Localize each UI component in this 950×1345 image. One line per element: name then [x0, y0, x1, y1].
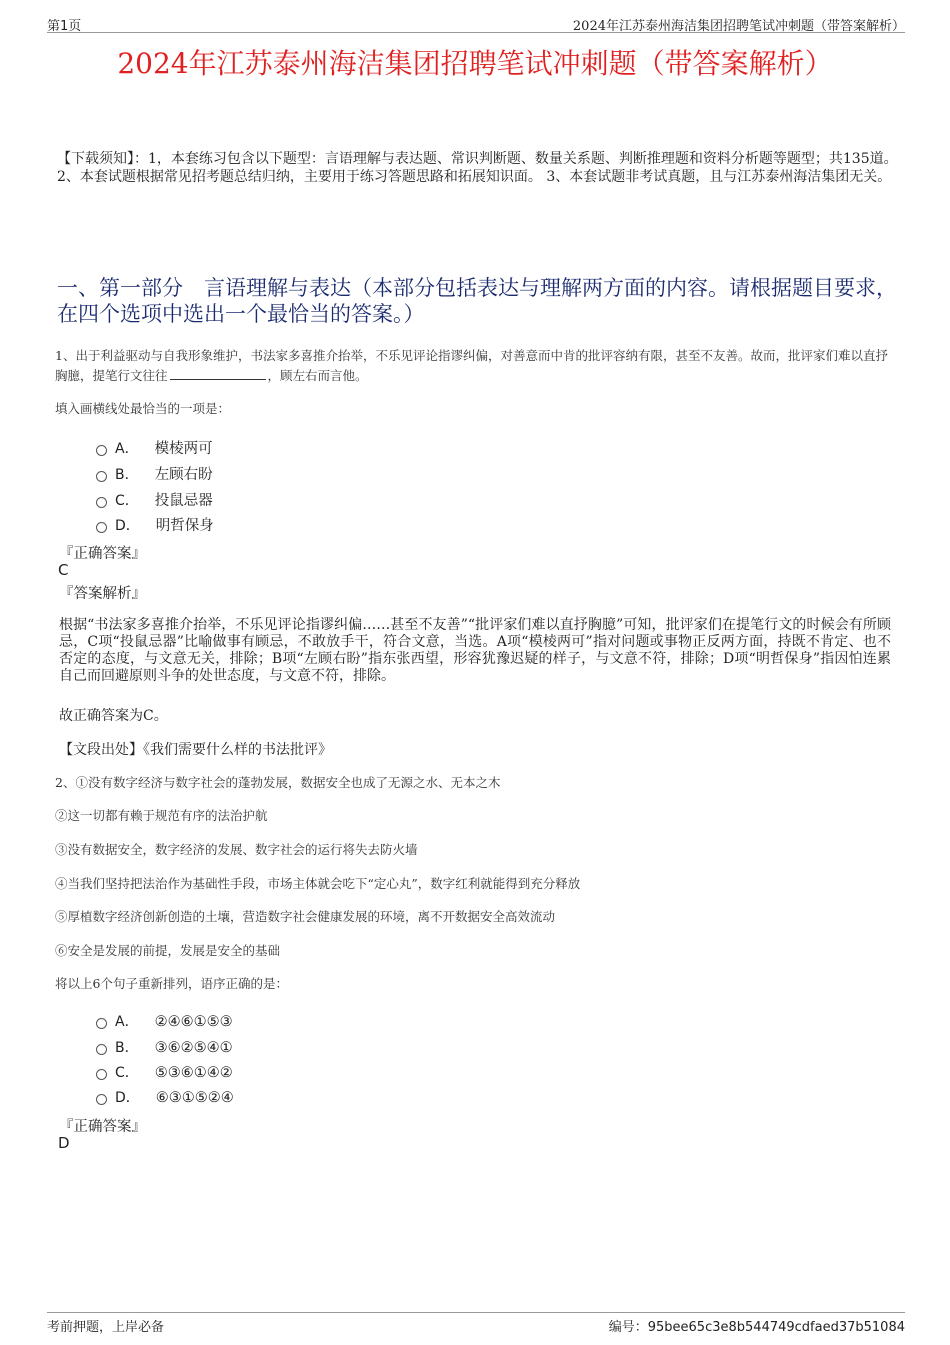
page-number: 第1页: [47, 19, 82, 34]
q2-item-3: ③没有数据安全，数字经济的发展、数字社会的运行将失去防火墙: [55, 842, 418, 857]
q2-item-4: ④当我们坚持把法治作为基础性手段，市场主体就会吃下“定心丸”，数字红利就能得到充分释放: [55, 876, 581, 891]
option-letter: D．: [115, 1090, 140, 1106]
footer-code: [609, 1316, 905, 1335]
option-letter: C．: [115, 493, 139, 509]
option-letter: D．: [115, 518, 140, 534]
radio-button[interactable]: [96, 1069, 107, 1080]
option-text: 明哲保身: [155, 518, 214, 534]
option-letter: A．: [115, 1014, 139, 1030]
radio-button[interactable]: [96, 471, 107, 482]
q2-item-6: ⑥安全是发展的前提，发展是安全的基础: [55, 943, 281, 958]
q1-option-a[interactable]: [96, 437, 213, 458]
code-value: 95bee65c3e8b544749cdfaed37b51084: [647, 1320, 905, 1335]
q1-option-d[interactable]: [96, 514, 214, 535]
code-label: 编号：: [608, 1320, 648, 1335]
stem-text-end: ，顾左右而言他。: [267, 368, 368, 383]
option-text: ⑤③⑥①④②: [154, 1065, 233, 1081]
option-text: ⑥③①⑤②④: [155, 1090, 234, 1106]
q1-source: 【文段出处】《我们需要什么样的书法批评》: [59, 742, 332, 758]
radio-button[interactable]: [96, 522, 107, 533]
radio-button[interactable]: [96, 497, 107, 508]
radio-button[interactable]: [96, 1044, 107, 1055]
option-text: ③⑥②⑤④①: [154, 1040, 233, 1056]
option-letter: A．: [115, 441, 139, 457]
option-letter: B．: [115, 467, 139, 483]
document-title: 2024年江苏泰州海洁集团招聘笔试冲刺题（带答案解析）: [117, 47, 833, 80]
q1-conclusion: 故正确答案为C。: [59, 708, 168, 724]
footer-slogan: 考前押题，上岸必备: [47, 1320, 165, 1335]
question-1-prompt: 填入画横线处最恰当的一项是：: [55, 401, 231, 416]
option-text: 模棱两可: [154, 441, 213, 457]
radio-button[interactable]: [96, 1018, 107, 1029]
page-header: [47, 12, 905, 33]
stem-text: 1、出于利益驱动与自我形象维护，书法家多喜推介抬举，不乐见评论指谬纠偏，对善意而中肯的批评容纳有限，甚至不友善。故而，批评家们难以直抒胸臆，提笔行文往往: [55, 348, 888, 383]
q2-option-c[interactable]: [96, 1062, 233, 1082]
q1-analysis-label: 『答案解析』: [59, 586, 146, 602]
option-text: 左顾右盼: [154, 467, 213, 483]
q2-item-5: ⑤厚植数字经济创新创造的土壤，营造数字社会健康发展的环境，离不开数据安全高效流动: [55, 909, 556, 924]
option-text: 投鼠忌器: [154, 493, 213, 509]
q2-answer-label: 『正确答案』: [59, 1119, 146, 1135]
q2-option-d[interactable]: [96, 1087, 234, 1107]
download-notice: 【下载须知】：1，本套练习包含以下题型：言语理解与表达题、常识判断题、数量关系题、判断推理题和资料分析题等题型；共135道。 2、本套试题根据常见招考题总结归纳，主要用于练习答题思路和拓展知识面。 3、本套试题非考试真题，且与江苏泰州海洁集团无关。: [57, 151, 898, 185]
question-1-stem: [55, 346, 900, 386]
option-text: ②④⑥①⑤③: [154, 1014, 233, 1030]
q2-option-b[interactable]: [96, 1037, 233, 1057]
q2-option-a[interactable]: [96, 1011, 233, 1031]
q1-option-c[interactable]: [96, 489, 213, 510]
q2-item-1: 2、①没有数字经济与数字社会的蓬勃发展，数据安全也成了无源之水、无本之木: [55, 775, 501, 790]
q1-answer-label: 『正确答案』: [59, 546, 146, 562]
page-footer: [47, 1312, 905, 1335]
header-doc-title: 2024年江苏泰州海洁集团招聘笔试冲刺题（带答案解析）: [572, 19, 905, 34]
answer-blank: [170, 367, 266, 380]
option-letter: B．: [115, 1040, 139, 1056]
radio-button[interactable]: [96, 445, 107, 456]
q1-answer: C: [58, 561, 69, 579]
q1-analysis: 根据“书法家多喜推介抬举，不乐见评论指谬纠偏……甚至不友善”“批评家们难以直抒胸臆”可知，批评家们在提笔行文的时候会有所顾忌，C项“投鼠忌器”比喻做事有顾忌，不敢放手干，符合文意，当选。A项“模棱两可”指对问题或事物正反两方面，持既不肯定、也不否定的态度，与文意无关，排除；B项“左顾右盼”指东张西望，形容犹豫迟疑的样子，与文意不符，排除；D项“明哲保身”指因怕连累自己而回避原则斗争的处世态度，与文意不符，排除。: [59, 617, 891, 684]
q1-option-b[interactable]: [96, 463, 213, 484]
section-heading: 一、第一部分 言语理解与表达（本部分包括表达与理解两方面的内容。请根据题目要求，在四个选项中选出一个最恰当的答案。）: [57, 276, 897, 326]
q2-item-2: ②这一切都有赖于规范有序的法治护航: [55, 808, 268, 823]
radio-button[interactable]: [96, 1094, 107, 1105]
q2-answer: D: [58, 1134, 70, 1152]
option-letter: C．: [115, 1065, 139, 1081]
q2-prompt: 将以上6个句子重新排列，语序正确的是：: [55, 976, 288, 991]
